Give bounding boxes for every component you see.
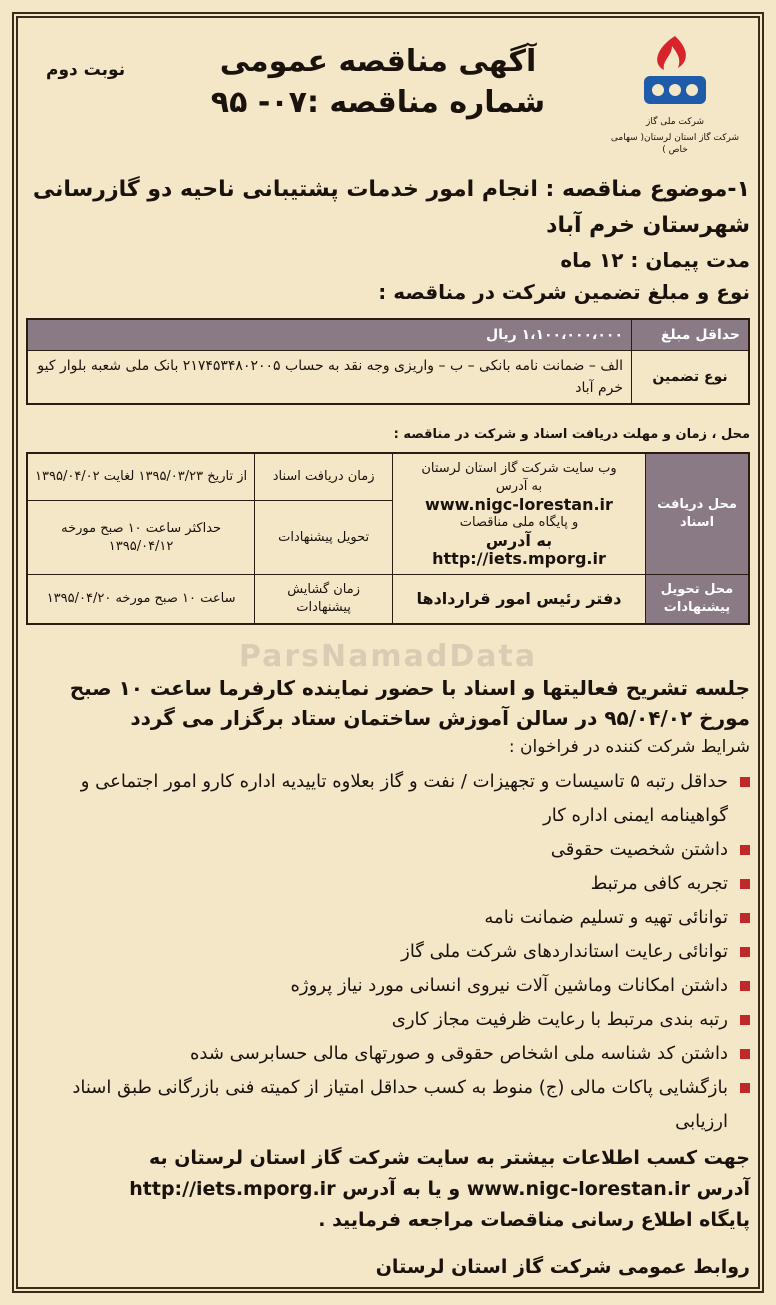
round-label: نوبت دوم: [46, 60, 126, 80]
receive-place-label: محل دریافت اسناد: [646, 453, 750, 575]
more-info-line: [26, 1174, 750, 1205]
site-url-link[interactable]: www.nigc-lorestan.ir: [425, 495, 613, 514]
list-item: [26, 867, 750, 901]
gas-flame-logo-icon: [638, 32, 712, 112]
bullet-icon: [740, 879, 750, 889]
min-amount-value: ۱،۱۰۰،۰۰۰،۰۰۰ ریال: [27, 319, 632, 351]
bullet-icon: [740, 913, 750, 923]
iets-url-link[interactable]: http://iets.mporg.ir: [129, 1178, 336, 1200]
receive-time-label: زمان دریافت اسناد: [255, 453, 393, 501]
guarantee-type-label: نوع تضمین: [632, 351, 750, 405]
more-info: [26, 1143, 750, 1236]
more-info-line: جهت کسب اطلاعات بیشتر به سایت شرکت گاز استان لرستان به: [148, 1147, 750, 1169]
condition-text: توانائی تهیه و تسلیم ضمانت نامه: [484, 907, 728, 928]
condition-text: داشتن شخصیت حقوقی: [550, 839, 728, 860]
site-line: وب سایت شرکت گاز استان لرستان: [421, 461, 617, 476]
list-item: [26, 1003, 750, 1037]
condition-text: تجربه کافی مرتبط: [590, 873, 728, 894]
list-item: [26, 935, 750, 969]
company-subname: شرکت گاز استان لرستان( سهامی خاص ): [610, 133, 740, 155]
bullet-icon: [740, 777, 750, 787]
list-item: [26, 901, 750, 935]
watermark: ParsNamadData: [238, 639, 538, 674]
site-line: به آدرس: [495, 479, 543, 494]
receive-place-value: [393, 453, 646, 575]
ad-content: [26, 22, 750, 1283]
condition-text: داشتن امکانات وماشین آلات نیروی انسانی مورد نیاز پروژه: [290, 975, 728, 996]
public-relations-signature: روابط عمومی شرکت گاز استان لرستان: [375, 1256, 750, 1278]
company-name: شرکت ملی گاز: [645, 117, 705, 127]
condition-text: حداقل رتبه ۵ تاسیسات و تجهیزات / نفت و گاز بعلاوه تاییدیه اداره کارو امور اجتماعی و گواهینامه ایمنی اداره کار: [80, 771, 728, 826]
condition-text: بازگشایی پاکات مالی (ج) منوط به کسب حداقل امتیاز از کمیته فنی بازرگانی طبق اسناد ارزیابی: [72, 1077, 728, 1132]
list-item: [26, 765, 750, 833]
table-row: [27, 351, 749, 405]
table-row: [27, 575, 749, 625]
submit-value: حداکثر ساعت ۱۰ صبح مورخه ۱۳۹۵/۰۴/۱۲: [27, 501, 255, 575]
submit-label: تحویل پیشنهادات: [255, 501, 393, 575]
guarantee-table: [26, 318, 750, 405]
conditions-list: [26, 765, 750, 1139]
table-row: [27, 319, 749, 351]
more-info-text: آدرس: [696, 1178, 750, 1200]
receive-time-value: از تاریخ ۱۳۹۵/۰۳/۲۳ لغایت ۱۳۹۵/۰۴/۰۲: [27, 453, 255, 501]
ad-heading: [166, 42, 590, 124]
condition-text: رتبه بندی مرتبط با رعایت ظرفیت مجاز کاری: [391, 1009, 728, 1030]
briefing-session: جلسه تشریح فعالیتها و اسناد با حضور نماینده کارفرما ساعت ۱۰ صبح مورخ ۹۵/۰۴/۰۲ در سالن آموزش ساختمان ستاد برگزار می گردد: [69, 676, 750, 730]
table-row: [27, 453, 749, 501]
site-line: و پایگاه ملی مناقصات: [459, 515, 579, 530]
bullet-icon: [740, 1015, 750, 1025]
tender-number: شماره مناقصه :۰۷- ۹۵: [210, 85, 546, 120]
bullet-icon: [740, 845, 750, 855]
list-item: [26, 1071, 750, 1139]
tender-subject: ۱-موضوع مناقصه : انجام امور خدمات پشتیبانی ناحیه دو گازرسانی شهرستان خرم آباد: [32, 177, 750, 238]
bullet-icon: [740, 1049, 750, 1059]
guarantee-type-value: الف – ضمانت نامه بانکی – ب – واریزی وجه نقد به حساب ۲۱۷۴۵۳۴۸۰۲۰۰۵ بانک ملی شعبه بلوار کیو خرم آباد: [27, 351, 632, 405]
condition-text: توانائی رعایت استانداردهای شرکت ملی گاز: [401, 941, 728, 962]
more-info-text: و یا به آدرس: [342, 1178, 461, 1200]
delivery-place-label: محل تحویل پیشنهادات: [646, 575, 750, 625]
opening-value: ساعت ۱۰ صبح مورخه ۱۳۹۵/۰۴/۲۰: [27, 575, 255, 625]
bullet-icon: [740, 981, 750, 991]
min-amount-label: حداقل مبلغ: [632, 319, 750, 351]
delivery-place-value: دفتر رئیس امور قراردادها: [393, 575, 646, 625]
docs-heading: محل ، زمان و مهلت دریافت اسناد و شرکت در مناقصه :: [393, 427, 750, 442]
ad-title: آگهی مناقصه عمومی: [219, 44, 537, 79]
opening-label: زمان گشایش پیشنهادات: [255, 575, 393, 625]
documents-table: [26, 452, 750, 625]
nigc-url-link[interactable]: www.nigc-lorestan.ir: [466, 1178, 690, 1200]
list-item: [26, 969, 750, 1003]
guarantee-heading: نوع و مبلغ تضمین شرکت در مناقصه :: [378, 280, 750, 304]
ad-header: [26, 22, 750, 155]
condition-text: داشتن کد شناسه ملی اشخاص حقوقی و صورتهای مالی حسابرسی شده: [189, 1043, 728, 1064]
contract-duration: مدت پیمان : ۱۲ ماه: [560, 248, 750, 272]
bullet-icon: [740, 1083, 750, 1093]
bullet-icon: [740, 947, 750, 957]
more-info-line: پایگاه اطلاع رسانی مناقصات مراجعه فرمایید .: [318, 1209, 750, 1231]
portal-url-link[interactable]: به آدرس http://iets.mporg.ir: [432, 531, 606, 568]
company-logo: [600, 32, 750, 156]
conditions-title: شرایط شرکت کننده در فراخوان :: [508, 737, 750, 757]
list-item: [26, 1037, 750, 1071]
list-item: [26, 833, 750, 867]
